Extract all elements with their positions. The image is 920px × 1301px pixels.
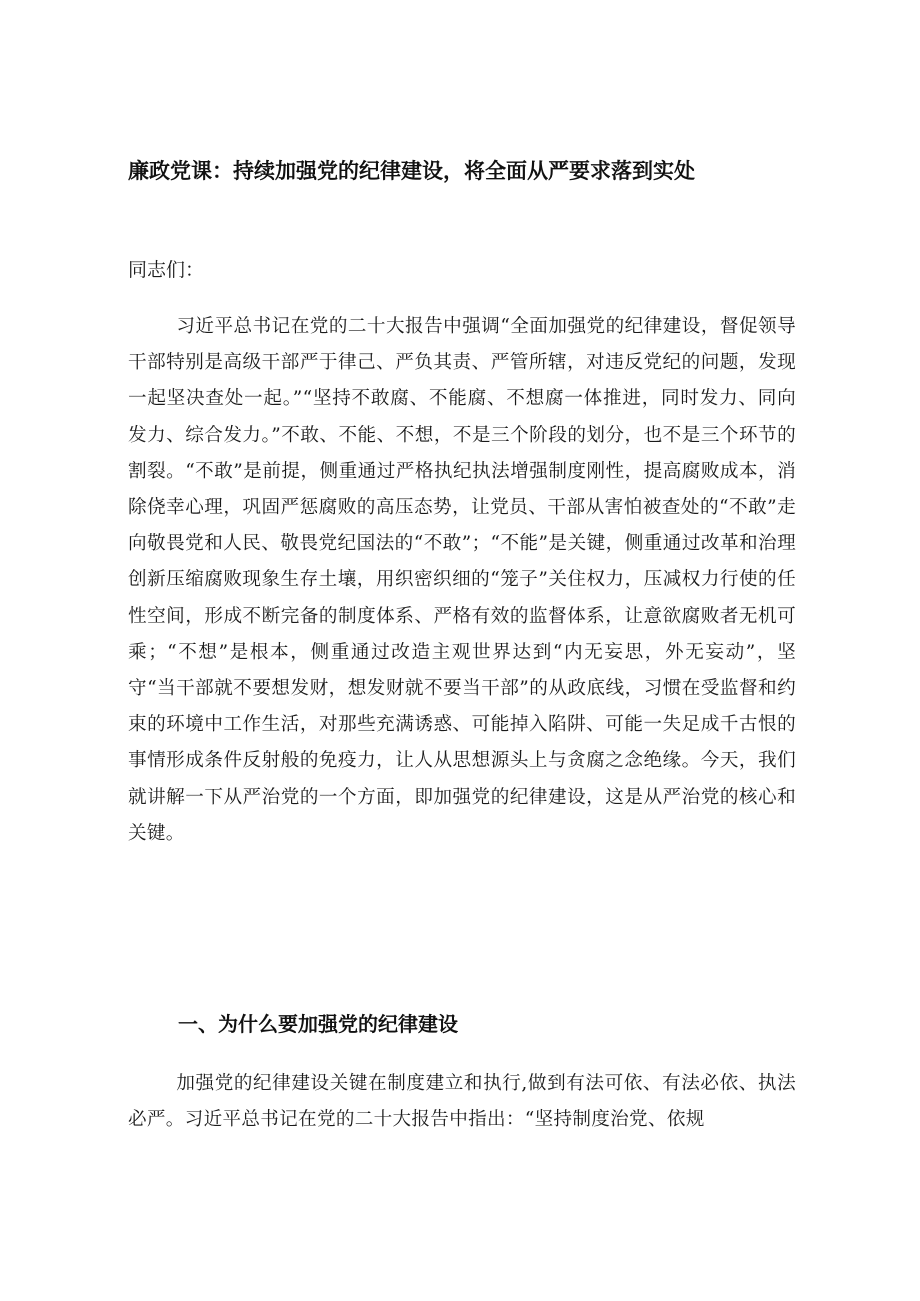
section-heading: 一、为什么要加强党的纪律建设 (178, 1012, 458, 1036)
body-paragraph: 习近平总书记在党的二十大报告中强调“全面加强党的纪律建设，督促领导干部特别是高级干部严于律己、严负其责、严管所辖，对违反党纪的问题，发现一起坚决查处一起。”“坚持不敢腐、不能腐、不想腐一体推进，同时发力、同向发力、综合发力。”不敢、不能、不想，不是三个阶段的划分，也不是三个环节的割裂。“不敢”是前提，侧重通过严格执纪执法增强制度刚性，提高腐败成本，消除侥幸心理，巩固严惩腐败的高压态势，让党员、干部从害怕被查处的“不敢”走向敬畏党和人民、敬畏党纪国法的“不敢”；“不能”是关键，侧重通过改革和治理创新压缩腐败现象生存土壤，用织密织细的“笼子”关住权力，压减权力行使的任性空间，形成不断完备的制度体系、严格有效的监督体系，让意欲腐败者无机可乘；“不想”是根本，侧重通过改造主观世界达到“内无妄思，外无妄动”，坚守“当干部就不要想发财，想发财就不要当干部”的从政底线，习惯在受监督和约束的环境中工作生活，对那些充满诱惑、可能掉入陷阱、可能一失足成千古恨的事情形成条件反射般的免疫力，让人从思想源头上与贪腐之念绝缘。今天，我们就讲解一下从严治党的一个方面，即加强党的纪律建设，这是从严治党的核心和关键。 (128, 316, 796, 844)
salutation: 同志们： (128, 259, 205, 281)
document-title: 廉政党课：持续加强党的纪律建设，将全面从严要求落到实处 (128, 159, 695, 183)
section-paragraph: 加强党的纪律建设关键在制度建立和执行,做到有法可依、有法必依、执法必严。习近平总书记在党的二十大报告中指出：“坚持制度治党、依规 (128, 1073, 796, 1130)
